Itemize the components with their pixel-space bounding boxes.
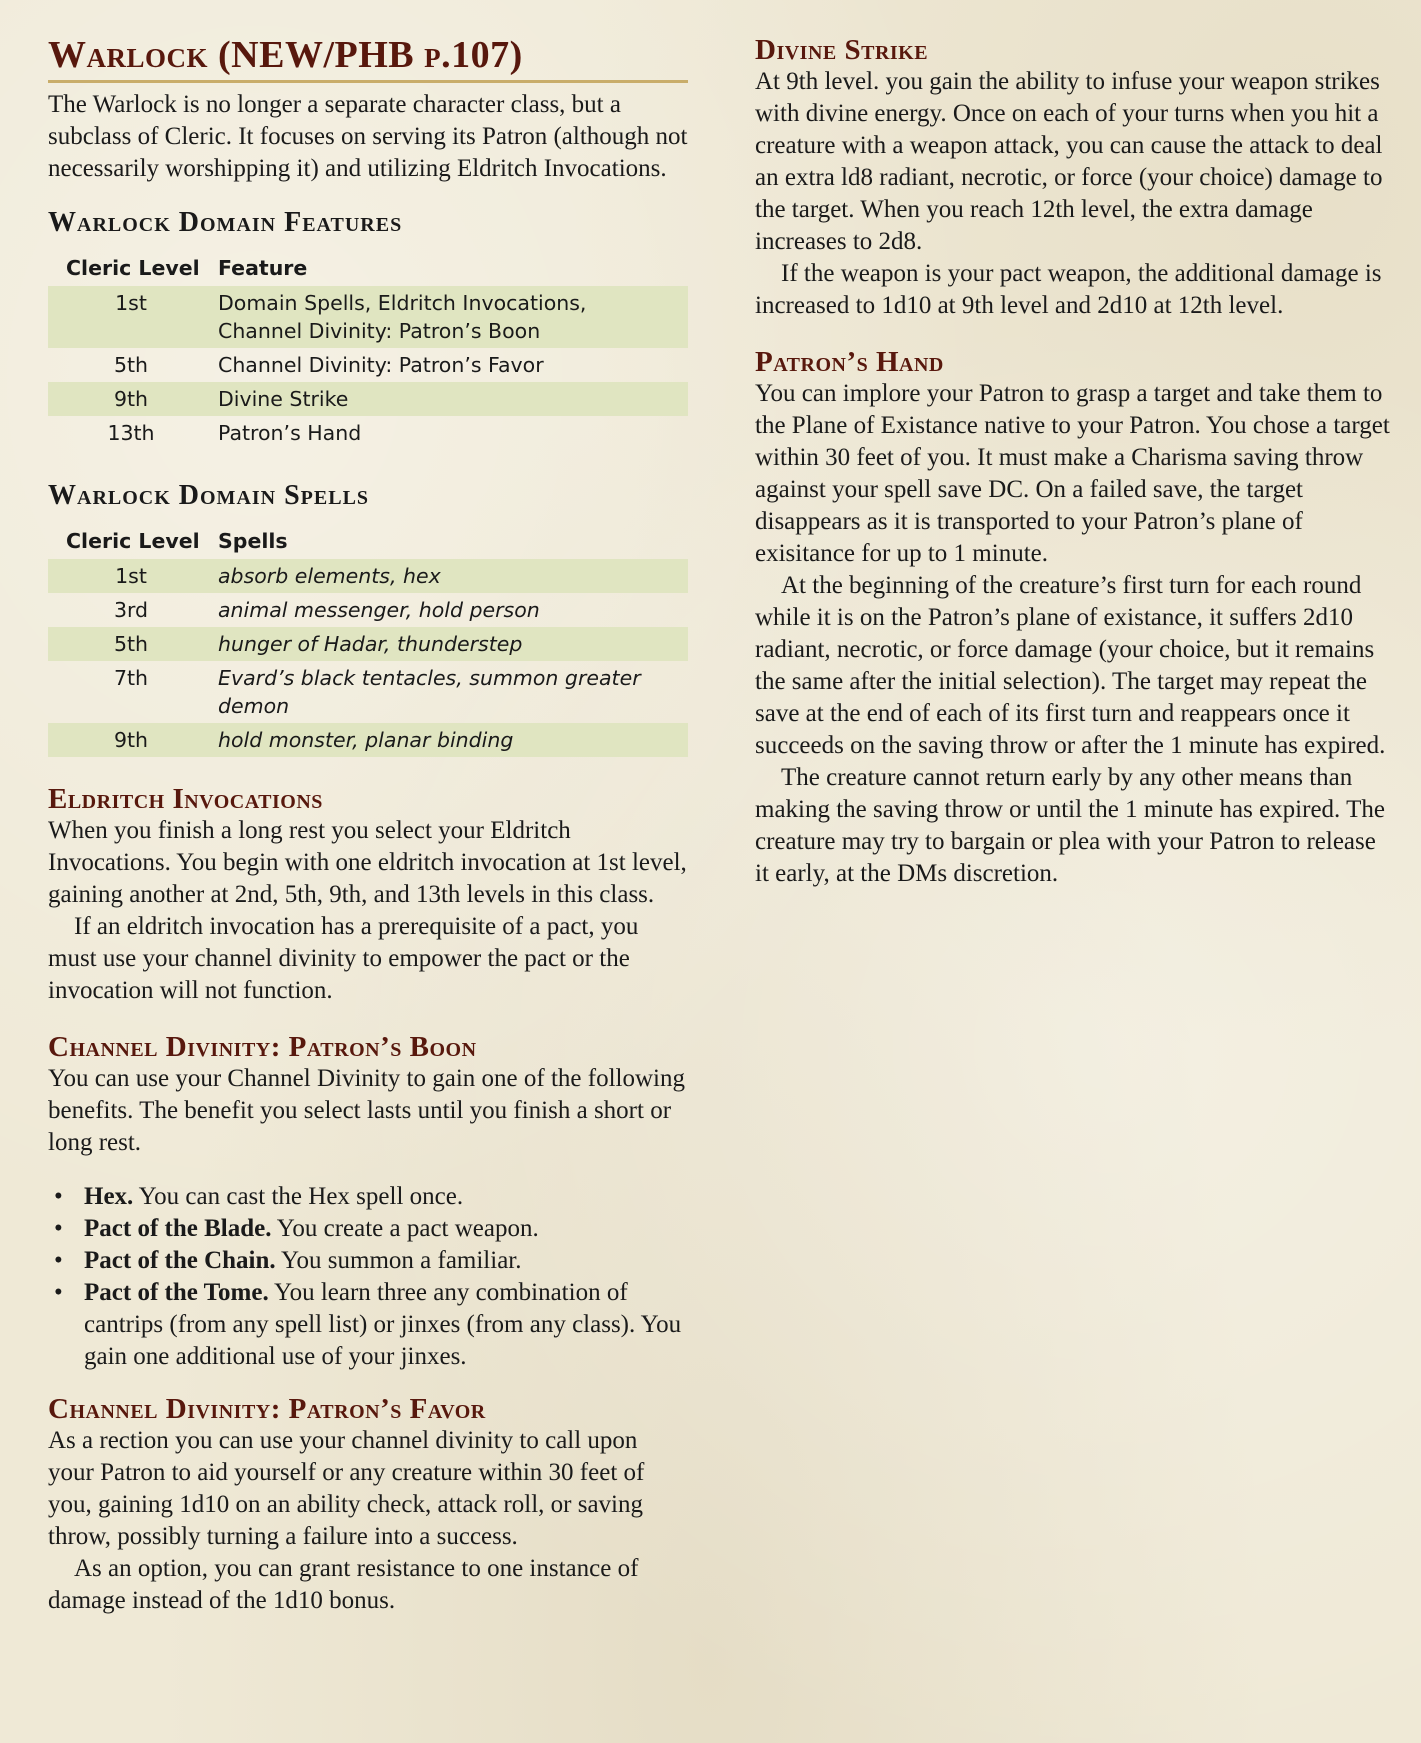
spells-cell: absorb elements, hex [218,559,688,593]
item-label: Hex. [84,1183,134,1210]
boon-paragraph: You can use your Channel Divinity to gain one of the following benefits. The benefit you select lasts until you finish a short or long rest. [48,1065,685,1156]
spells-cell: animal messenger, hold person [218,598,540,622]
table-header-row [48,252,688,286]
level-cell: 1st [48,559,218,593]
spells-cell: hold monster, planar binding [218,723,688,757]
favor-heading: Channel Divinity: Patron’s Favor [48,1393,486,1425]
bullet-icon: • [54,1247,63,1274]
feature-line: Channel Divinity: Patron’s Boon [218,319,541,343]
table-row [48,416,688,450]
item-label: Pact of the Blade. [84,1215,272,1242]
feature-cell: Divine Strike [218,382,688,416]
level-cell: 5th [48,627,218,661]
eldritch-heading: Eldritch Invocations [48,783,323,815]
table-row [48,627,688,661]
page-title: Warlock (NEW/PHB p.107) [48,34,688,83]
spells-heading: Warlock Domain Spells [48,480,370,511]
list-item [54,1213,688,1245]
right-column [755,0,1395,890]
intro-paragraph: The Warlock is no longer a separate character class, but a subclass of Cleric. It focuses on serving its Patron (although not necessarily worshipping it) and utilizing Eldritch Invocations. [48,91,688,182]
bullet-icon: • [54,1183,63,1210]
features-heading: Warlock Domain Features [48,207,403,238]
level-cell: 9th [48,723,218,757]
table-row [48,286,688,348]
level-cell: 13th [107,421,155,445]
boon-list [48,1181,688,1373]
left-column [48,0,688,1617]
item-label: Pact of the Tome. [84,1279,269,1306]
col-header-level: Cleric Level [66,256,200,280]
feature-line: Domain Spells, Eldritch Invocations, [218,291,587,315]
table-row [48,661,688,723]
table-header-row [48,525,688,559]
features-table [48,252,688,450]
bullet-icon: • [54,1215,63,1242]
level-cell: 9th [48,382,218,416]
eldritch-paragraph-1: When you finish a long rest you select your Eldritch Invocations. You begin with one eldritch invocation at 1st level, gaining another at 2nd, 5th, 9th, and 13th levels in this class. [48,817,687,908]
list-item [54,1245,688,1277]
level-cell: 5th [113,353,149,377]
spells-cell: Evard’s black tentacles, summon greater demon [218,666,641,718]
divine-strike-paragraph-1: At 9th level. you gain the ability to infuse your weapon strikes with divine energy. Once on each of your turns when you hit a creature with a weapon attack, you can cause the attack to deal an extra ld8 radiant, necrotic, or force (your choice) damage to the target. When you reach 12th level, the extra damage increases to 2d8. [755,68,1383,255]
table-row [48,723,688,757]
col-header-level: Cleric Level [66,529,200,553]
favor-paragraph-1: As a rection you can use your channel divinity to call upon your Patron to aid yourself or any creature within 30 feet of you, gaining 1d10 on an ability check, attack roll, or saving throw, possibly turning a failure into a success. [48,1427,645,1550]
bullet-icon: • [54,1279,63,1306]
divine-strike-paragraph-2: If the weapon is your pact weapon, the additional damage is increased to 1d10 at 9th level and 2d10 at 12th level. [755,260,1382,319]
level-cell: 7th [113,666,149,690]
col-header-feature: Feature [218,256,308,280]
patrons-hand-paragraph-1: You can implore your Patron to grasp a target and take them to the Plane of Existance native to your Patron. You chose a target within 30 feet of you. It must make a Charisma saving throw against your spell save DC. On a failed save, the target disappears as it is transported to your Patron’s plane of exisitance for up to 1 minute. [755,380,1390,567]
list-item [54,1277,688,1373]
item-label: Pact of the Chain. [84,1247,276,1274]
patrons-hand-paragraph-2: At the beginning of the creature’s first turn for each round while it is on the Patron’s plane of existance, it suffers 2d10 radiant, necrotic, or force damage (your choice, but it remains the same after the initial selection). The target may repeat the save at the end of each of its first turn and reappears once it succeeds on the saving throw or after the 1 minute has expired. [755,572,1386,759]
spells-cell: hunger of Hadar, thunderstep [218,627,688,661]
feature-cell: Channel Divinity: Patron’s Favor [218,353,544,377]
patrons-hand-paragraph-3: The creature cannot return early by any other means than making the saving throw or until the 1 minute has expired. The creature may try to bargain or plea with your Patron to release it early, at the DMs discretion. [755,764,1385,887]
feature-cell [218,286,688,348]
level-cell: 3rd [113,598,149,622]
item-text: You learn three any combination of cantrips (from any spell list) or jinxes (from any class). You gain one additional use of your jinxes. [84,1279,682,1370]
table-row [48,559,688,593]
divine-strike-heading: Divine Strike [755,34,929,66]
table-row [48,348,688,382]
patrons-hand-heading: Patron’s Hand [755,346,944,378]
list-item [54,1181,688,1213]
boon-heading: Channel Divinity: Patron’s Boon [48,1031,477,1063]
favor-paragraph-2: As an option, you can grant resistance to one instance of damage instead of the 1d10 bonus. [48,1555,639,1614]
item-text: You create a pact weapon. [271,1215,539,1242]
feature-cell: Patron’s Hand [218,421,362,445]
eldritch-paragraph-2: If an eldritch invocation has a prerequisite of a pact, you must use your channel divinity to empower the pact or the invocation will not function. [48,913,639,1004]
col-header-spells: Spells [218,529,288,553]
spells-table [48,525,688,757]
table-row [48,382,688,416]
item-text: You summon a familiar. [275,1247,522,1274]
item-text: You can cast the Hex spell once. [133,1183,464,1210]
level-cell: 1st [48,286,218,348]
table-row [48,593,688,627]
